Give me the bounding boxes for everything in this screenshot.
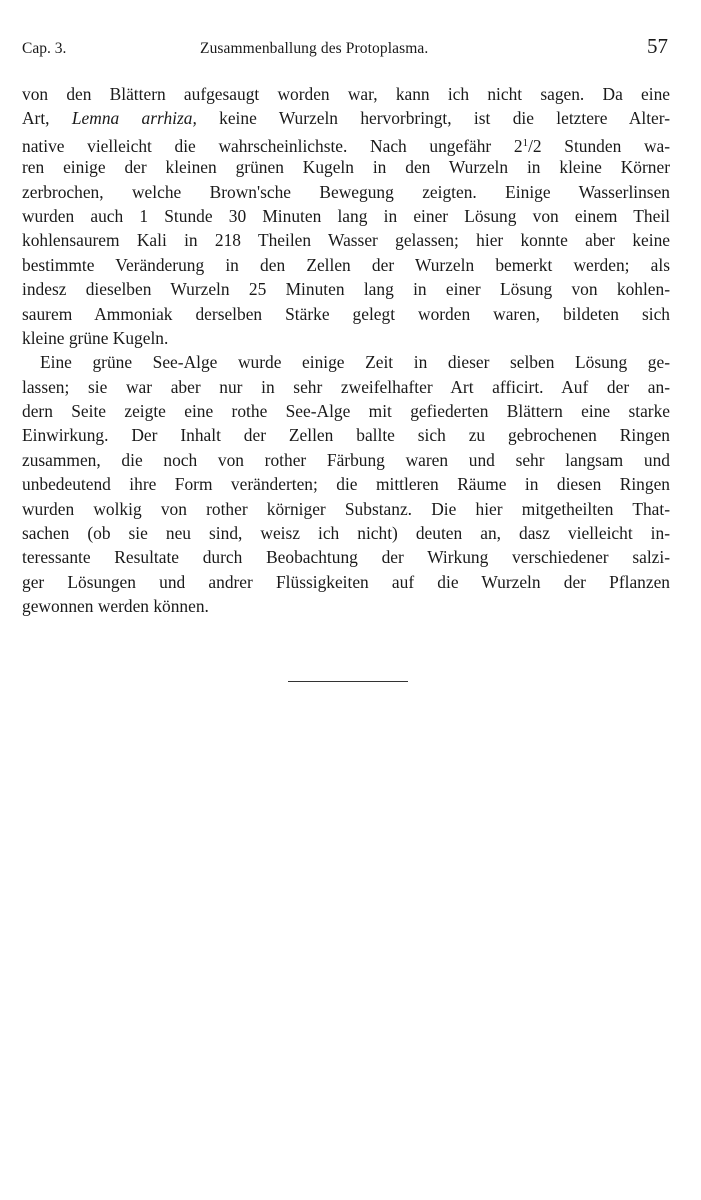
text-run: Art, xyxy=(22,108,72,129)
text-line: zusammen, die noch von rother Färbung waren und sehr langsam und xyxy=(22,449,670,470)
text-line xyxy=(22,131,670,155)
text-line: bestimmte Veränderung in den Zellen der Wurzeln bemerkt werden; als xyxy=(22,254,670,275)
text-line: wurden wolkig von rother körniger Substanz. Die hier mitgetheilten That- xyxy=(22,498,670,519)
text-line: Einwirkung. Der Inhalt der Zellen ballte sich zu gebrochenen Ringen xyxy=(22,425,670,446)
text-line xyxy=(22,106,670,130)
running-title: Zusammenballung des Protoplasma. xyxy=(200,40,429,57)
text-line: ren einige der kleinen grünen Kugeln in den Wurzeln in kleine Körner xyxy=(22,157,670,178)
body-text xyxy=(22,82,670,619)
text-line: sachen (ob sie neu sind, weisz ich nicht) deuten an, dasz vielleicht in- xyxy=(22,523,670,544)
species-name: Lemna arrhiza, xyxy=(71,108,197,129)
paragraph-1 xyxy=(22,82,670,350)
paragraph-2 xyxy=(22,350,670,618)
text-line: gewonnen werden können. xyxy=(22,596,209,617)
text-line: teressante Resultate durch Beobachtung der Wirkung verschiedener salzi- xyxy=(22,547,670,568)
text-line: lassen; sie war aber nur in sehr zweifelhafter Art afficirt. Auf der an- xyxy=(22,376,670,397)
text-line: von den Blättern aufgesaugt worden war, kann ich nicht sagen. Da eine xyxy=(22,84,670,104)
text-line: kleine grüne Kugeln. xyxy=(22,327,169,348)
text-run: /2 Stunden wa- xyxy=(528,135,671,156)
section-end-rule xyxy=(288,681,408,682)
text-run: native vielleicht die wahrscheinlichste. Nach ungefähr 2 xyxy=(22,135,523,156)
text-line: Eine grüne See-Alge wurde einige Zeit in dieser selben Lösung ge- xyxy=(40,352,670,373)
chapter-label: Cap. 3. xyxy=(22,40,67,57)
text-line: dern Seite zeigte eine rothe See-Alge mit gefiederten Blättern eine starke xyxy=(22,401,670,422)
text-line: wurden auch 1 Stunde 30 Minuten lang in einer Lösung von einem Theil xyxy=(22,205,670,226)
running-head xyxy=(22,36,670,60)
text-line: zerbrochen, welche Brown'sche Bewegung zeigten. Einige Wasserlinsen xyxy=(22,181,670,202)
text-line: unbedeutend ihre Form veränderten; die mittleren Räume in diesen Ringen xyxy=(22,474,670,495)
text-run: keine Wurzeln hervorbringt, ist die letztere Alter- xyxy=(196,108,670,129)
page-number: 57 xyxy=(647,34,668,58)
text-line: kohlensaurem Kali in 218 Theilen Wasser gelassen; hier konnte aber keine xyxy=(22,230,670,251)
fraction-superscript: 1 xyxy=(522,136,529,149)
text-line: indesz dieselben Wurzeln 25 Minuten lang in einer Lösung von kohlen- xyxy=(22,279,670,300)
text-line: ger Lösungen und andrer Flüssigkeiten auf die Wurzeln der Pflanzen xyxy=(22,571,670,592)
text-line: saurem Ammoniak derselben Stärke gelegt worden waren, bildeten sich xyxy=(22,303,670,324)
